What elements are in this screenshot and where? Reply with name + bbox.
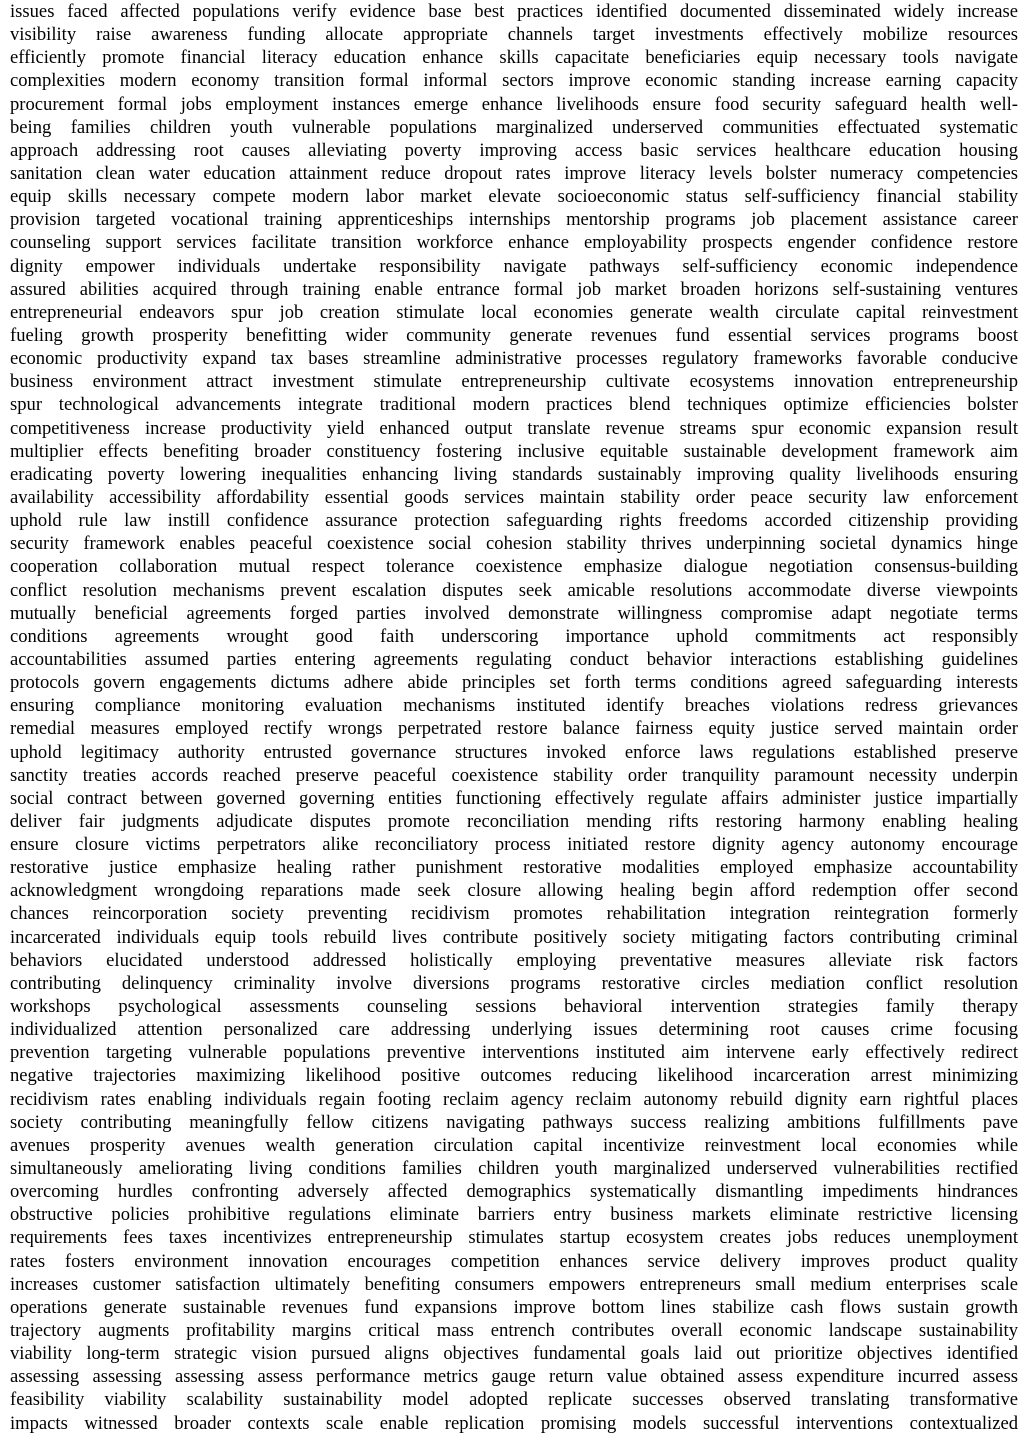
text-line-7: approach addressing root causes alleviating poverty improving access basic services healthcare education housing: [10, 139, 1018, 161]
text-line-32: remedial measures employed rectify wrongs perpetrated restore balance fairness equity justice served maintain order: [10, 718, 1018, 740]
text-line-2: visibility raise awareness funding allocate appropriate channels target investments effectively mobilize resources: [10, 24, 1018, 46]
text-line-53: obstructive policies prohibitive regulations eliminate barriers entry business markets eliminate restrictive licensing: [10, 1204, 1018, 1226]
text-line-31: ensuring compliance monitoring evaluation mechanisms instituted identify breaches violations redress grievances: [10, 695, 1018, 717]
text-line-6: being families children youth vulnerable populations marginalized underserved communities effectuated systematic: [10, 116, 1018, 138]
text-line-54: requirements fees taxes incentivizes entrepreneurship stimulates startup ecosystem creates jobs reduces unemployment: [10, 1227, 1018, 1249]
text-line-24: security framework enables peaceful coexistence social cohesion stability thrives underpinning societal dynamics hinge: [10, 533, 1018, 555]
text-line-49: society contributing meaningfully fellow citizens navigating pathways success realizing ambitions fulfillments pave: [10, 1111, 1018, 1133]
text-line-22: availability accessibility affordability essential goods services maintain stability order peace security law enforcement: [10, 486, 1018, 508]
text-line-8: sanitation clean water education attainment reduce dropout rates improve literacy levels bolster numeracy competencies: [10, 162, 1018, 184]
text-line-59: viability long-term strategic vision pursued aligns objectives fundamental goals laid out prioritize objectives identified: [10, 1343, 1018, 1365]
text-line-35: social contract between governed governing entities functioning effectively regulate affairs administer justice impartially: [10, 787, 1018, 809]
text-line-20: multiplier effects benefiting broader constituency fostering inclusive equitable sustainable development framework aim: [10, 440, 1018, 462]
text-line-29: accountabilities assumed parties entering agreements regulating conduct behavior interactions establishing guidelines: [10, 648, 1018, 670]
text-line-47: negative trajectories maximizing likelihood positive outcomes reducing likelihood incarceration arrest minimizing: [10, 1065, 1018, 1087]
text-line-62: impacts witnessed broader contexts scale enable replication promising models successful interventions contextualized: [10, 1412, 1018, 1434]
text-line-5: procurement formal jobs employment instances emerge enhance livelihoods ensure food security safeguard health well-: [10, 93, 1018, 115]
text-line-57: operations generate sustainable revenues fund expansions improve bottom lines stabilize cash flows sustain growth: [10, 1296, 1018, 1318]
text-line-16: economic productivity expand tax bases streamline administrative processes regulatory frameworks favorable conducive: [10, 348, 1018, 370]
text-line-27: mutually beneficial agreements forged parties involved demonstrate willingness compromise adapt negotiate terms: [10, 602, 1018, 624]
text-line-36: deliver fair judgments adjudicate disputes promote reconciliation mending rifts restoring harmony enabling healing: [10, 810, 1018, 832]
text-line-48: recidivism rates enabling individuals regain footing reclaim agency reclaim autonomy rebuild dignity earn rightful places: [10, 1088, 1018, 1110]
text-line-37: ensure closure victims perpetrators alike reconciliatory process initiated restore dignity agency autonomy encourage: [10, 834, 1018, 856]
text-line-60: assessing assessing assessing assess performance metrics gauge return value obtained assess expenditure incurred assess: [10, 1366, 1018, 1388]
text-line-41: incarcerated individuals equip tools rebuild lives contribute positively society mitigating factors contributing criminal: [10, 926, 1018, 948]
text-line-9: equip skills necessary compete modern labor market elevate socioeconomic status self-sufficiency financial stability: [10, 186, 1018, 208]
text-line-51: simultaneously ameliorating living conditions families children youth marginalized underserved vulnerabilities rectified: [10, 1158, 1018, 1180]
text-line-58: trajectory augments profitability margins critical mass entrench contributes overall economic landscape sustainability: [10, 1320, 1018, 1342]
text-line-11: counseling support services facilitate transition workforce enhance employability prospects engender confidence restore: [10, 232, 1018, 254]
text-line-18: spur technological advancements integrate traditional modern practices blend techniques optimize efficiencies bolster: [10, 394, 1018, 416]
text-line-15: fueling growth prosperity benefitting wider community generate revenues fund essential services programs boost: [10, 324, 1018, 346]
text-line-10: provision targeted vocational training apprenticeships internships mentorship programs job placement assistance career: [10, 209, 1018, 231]
text-line-14: entrepreneurial endeavors spur job creation stimulate local economies generate wealth circulate capital reinvestment: [10, 301, 1018, 323]
text-line-19: competitiveness increase productivity yield enhanced output translate revenue streams spur economic expansion result: [10, 417, 1018, 439]
text-line-50: avenues prosperity avenues wealth generation circulation capital incentivize reinvestment local economies while: [10, 1134, 1018, 1156]
text-line-3: efficiently promote financial literacy education enhance skills capacitate beneficiaries equip necessary tools navigate: [10, 47, 1018, 69]
text-line-33: uphold legitimacy authority entrusted governance structures invoked enforce laws regulations established preserve: [10, 741, 1018, 763]
text-line-46: prevention targeting vulnerable populations preventive interventions instituted aim intervene early effectively redirect: [10, 1042, 1018, 1064]
text-line-12: dignity empower individuals undertake responsibility navigate pathways self-sufficiency economic independence: [10, 255, 1018, 277]
text-line-45: individualized attention personalized care addressing underlying issues determining root causes crime focusing: [10, 1019, 1018, 1041]
text-line-1: issues faced affected populations verify evidence base best practices identified documented disseminated widely increase: [10, 1, 1018, 22]
text-line-23: uphold rule law instill confidence assurance protection safeguarding rights freedoms accorded citizenship providing: [10, 510, 1018, 532]
text-line-4: complexities modern economy transition formal informal sectors improve economic standing increase earning capacity: [10, 70, 1018, 92]
text-line-39: acknowledgment wrongdoing reparations made seek closure allowing healing begin afford redemption offer second: [10, 880, 1018, 902]
text-line-13: assured abilities acquired through training enable entrance formal job market broaden horizons self-sustaining ventures: [10, 278, 1018, 300]
document-body: [10, 0, 1018, 1435]
text-line-55: rates fosters environment innovation encourages competition enhances service delivery improves product quality: [10, 1250, 1018, 1272]
text-line-40: chances reincorporation society preventing recidivism promotes rehabilitation integration reintegration formerly: [10, 903, 1018, 925]
text-line-43: contributing delinquency criminality involve diversions programs restorative circles mediation conflict resolution: [10, 972, 1018, 994]
text-line-26: conflict resolution mechanisms prevent escalation disputes seek amicable resolutions accommodate diverse viewpoints: [10, 579, 1018, 601]
text-line-21: eradicating poverty lowering inequalities enhancing living standards sustainably improving quality livelihoods ensuring: [10, 463, 1018, 485]
text-line-34: sanctity treaties accords reached preserve peaceful coexistence stability order tranquility paramount necessity underpin: [10, 764, 1018, 786]
text-line-25: cooperation collaboration mutual respect tolerance coexistence emphasize dialogue negotiation consensus-building: [10, 556, 1018, 578]
text-line-28: conditions agreements wrought good faith underscoring importance uphold commitments act responsibly: [10, 625, 1018, 647]
text-line-56: increases customer satisfaction ultimately benefiting consumers empowers entrepreneurs small medium enterprises scale: [10, 1273, 1018, 1295]
text-line-38: restorative justice emphasize healing rather punishment restorative modalities employed emphasize accountability: [10, 857, 1018, 879]
text-line-61: feasibility viability scalability sustainability model adopted replicate successes observed translating transformative: [10, 1389, 1018, 1411]
text-line-52: overcoming hurdles confronting adversely affected demographics systematically dismantling impediments hindrances: [10, 1181, 1018, 1203]
text-line-42: behaviors elucidated understood addressed holistically employing preventative measures alleviate risk factors: [10, 949, 1018, 971]
text-line-17: business environment attract investment stimulate entrepreneurship cultivate ecosystems innovation entrepreneurship: [10, 371, 1018, 393]
text-line-30: protocols govern engagements dictums adhere abide principles set forth terms conditions agreed safeguarding interests: [10, 672, 1018, 694]
text-line-44: workshops psychological assessments counseling sessions behavioral intervention strategies family therapy: [10, 996, 1018, 1018]
